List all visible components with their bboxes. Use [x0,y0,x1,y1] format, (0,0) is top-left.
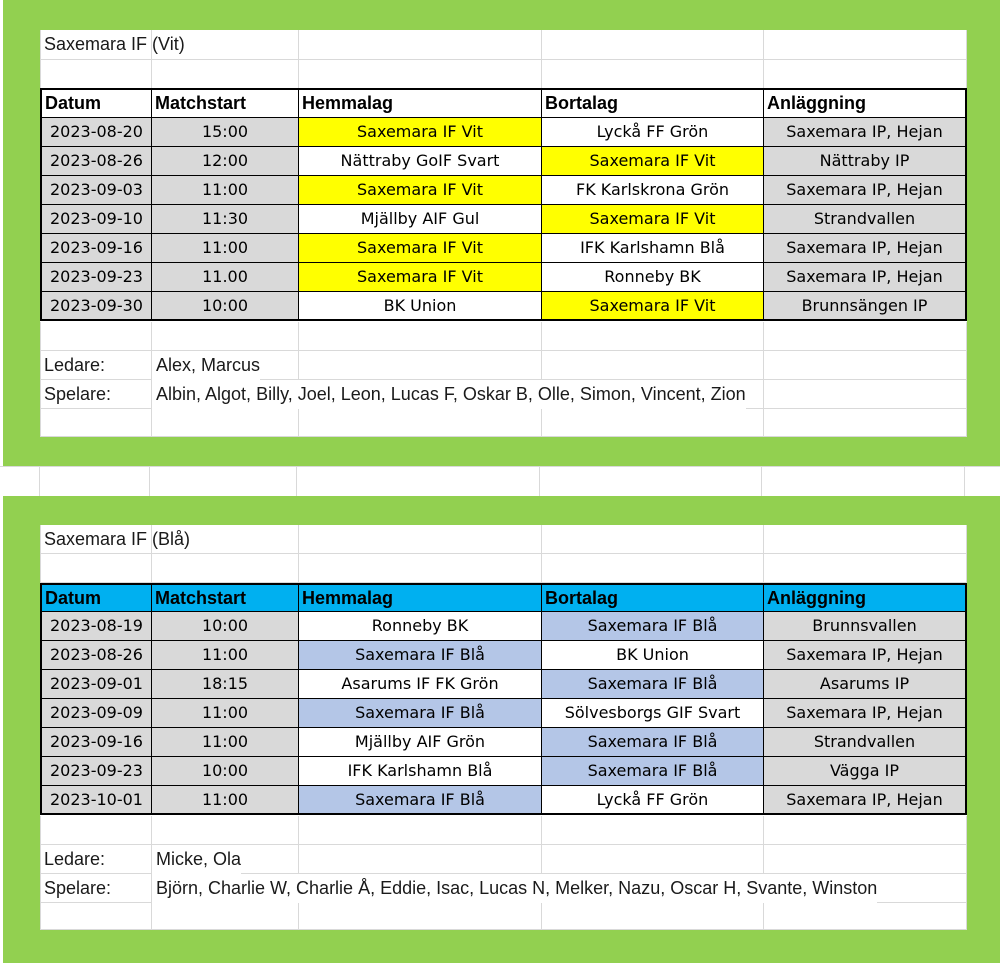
players-row [40,380,967,409]
header-hemmalag[interactable]: Hemmalag [299,583,542,612]
match-date-cell[interactable]: 2023-09-23 [40,757,152,786]
venue-cell[interactable]: Vägga IP [764,757,967,786]
home-team-cell[interactable]: Saxemara IF Vit [299,118,542,147]
home-team-cell[interactable]: Ronneby BK [299,612,542,641]
cell[interactable] [299,845,542,874]
match-time-cell[interactable]: 15:00 [152,118,299,147]
header-hemmalag[interactable]: Hemmalag [299,88,542,118]
table-header [40,88,967,118]
cell[interactable] [542,30,764,60]
match-date-cell[interactable]: 2023-08-26 [40,641,152,670]
table-row [40,670,967,699]
leaders-row [40,351,967,380]
schedule-sheet-vit [40,30,967,437]
title-row [40,30,967,60]
empty-row [40,816,967,845]
cell[interactable] [542,409,764,437]
match-date-cell[interactable]: 2023-09-09 [40,699,152,728]
match-date-cell[interactable]: 2023-09-30 [40,292,152,321]
home-team-cell[interactable]: Saxemara IF Blå [299,641,542,670]
cell[interactable] [152,409,299,437]
match-date-cell[interactable]: 2023-08-19 [40,612,152,641]
cell[interactable] [542,525,764,554]
cell[interactable] [764,30,967,60]
match-date-cell[interactable]: 2023-09-10 [40,205,152,234]
gridline [964,466,965,496]
cell[interactable] [299,322,542,351]
match-time-cell[interactable]: 11.00 [152,263,299,292]
header-anlaggning[interactable]: Anläggning [764,88,967,118]
leaders-value: Alex, Marcus [152,351,260,380]
match-date-cell[interactable]: 2023-09-01 [40,670,152,699]
home-team-cell[interactable]: Saxemara IF Vit [299,234,542,263]
home-team-cell[interactable]: Saxemara IF Blå [299,786,542,815]
cell[interactable] [152,903,299,930]
players-value: Albin, Algot, Billy, Joel, Leon, Lucas F, Oskar B, Olle, Simon, Vincent, Zion [152,380,746,409]
gridline [539,466,540,496]
home-team-cell[interactable]: Saxemara IF Blå [299,699,542,728]
match-time-cell[interactable]: 11:00 [152,728,299,757]
match-date-cell[interactable]: 2023-09-03 [40,176,152,205]
empty-row [40,60,967,89]
cell[interactable] [542,351,764,380]
away-team-cell[interactable]: Ronneby BK [542,263,764,292]
cell[interactable] [542,816,764,845]
cell[interactable] [152,816,299,845]
leaders-label: Ledare: [44,355,106,375]
table-header [40,583,967,612]
cell[interactable] [152,322,299,351]
players-label: Spelare: [44,878,112,898]
gridline [0,466,1000,467]
table-row [40,757,967,786]
away-team-cell[interactable]: IFK Karlshamn Blå [542,234,764,263]
leaders-value: Micke, Ola [152,845,241,874]
match-time-cell[interactable]: 10:00 [152,292,299,321]
cell[interactable] [299,554,542,583]
gridline [761,466,762,496]
empty-row [40,903,967,930]
cell[interactable] [40,60,152,89]
home-team-cell[interactable]: Nättraby GoIF Svart [299,147,542,176]
away-team-cell[interactable]: Saxemara IF Blå [542,728,764,757]
cell[interactable] [764,322,967,351]
venue-cell[interactable]: Saxemara IP, Hejan [764,176,967,205]
empty-row [40,409,967,437]
cell[interactable] [40,409,152,437]
header-datum[interactable]: Datum [40,88,152,118]
away-team-cell[interactable]: Lyckå FF Grön [542,786,764,815]
venue-cell[interactable]: Brunnsängen IP [764,292,967,321]
match-time-cell[interactable]: 10:00 [152,612,299,641]
venue-cell[interactable]: Asarums IP [764,670,967,699]
gridline [149,466,150,496]
table-row [40,118,967,147]
venue-cell[interactable]: Saxemara IP, Hejan [764,234,967,263]
home-team-cell[interactable]: Mjällby AIF Grön [299,728,542,757]
title-row [40,525,967,554]
header-anlaggning[interactable]: Anläggning [764,583,967,612]
cell[interactable] [764,409,967,437]
match-date-cell[interactable]: 2023-10-01 [40,786,152,815]
cell[interactable] [299,60,542,89]
cell[interactable] [152,60,299,89]
away-team-cell[interactable]: Saxemara IF Vit [542,147,764,176]
cell[interactable] [764,380,967,409]
team-panel-vit [3,0,1000,466]
cell[interactable] [764,60,967,89]
cell[interactable] [764,554,967,583]
table-row [40,234,967,263]
venue-cell[interactable]: Saxemara IP, Hejan [764,263,967,292]
cell[interactable] [764,816,967,845]
table-row [40,786,967,815]
table-row [40,147,967,176]
cell[interactable] [40,903,152,930]
cell[interactable] [542,845,764,874]
match-time-cell[interactable]: 11:00 [152,786,299,815]
empty-row [40,322,967,351]
schedule-sheet-bla [40,525,967,930]
leaders-label: Ledare: [44,849,106,869]
match-date-cell[interactable]: 2023-08-20 [40,118,152,147]
cell[interactable] [40,816,152,845]
match-time-cell[interactable]: 11:00 [152,699,299,728]
cell[interactable] [764,351,967,380]
cell[interactable] [40,554,152,583]
team-panel-bla [3,496,1000,963]
match-date-cell[interactable]: 2023-09-23 [40,263,152,292]
cell[interactable] [152,554,299,583]
table-row [40,292,967,321]
header-matchstart[interactable]: Matchstart [152,88,299,118]
match-time-cell[interactable]: 12:00 [152,147,299,176]
home-team-cell[interactable]: BK Union [299,292,542,321]
table-row [40,612,967,641]
spreadsheet-gap [0,466,1000,496]
venue-cell[interactable]: Saxemara IP, Hejan [764,699,967,728]
home-team-cell[interactable]: Asarums IF FK Grön [299,670,542,699]
header-matchstart[interactable]: Matchstart [152,583,299,612]
away-team-cell[interactable]: Saxemara IF Blå [542,757,764,786]
away-team-cell[interactable]: BK Union [542,641,764,670]
players-row [40,874,967,903]
cell[interactable] [299,30,542,60]
away-team-cell[interactable]: Saxemara IF Vit [542,205,764,234]
match-time-cell[interactable]: 11:00 [152,641,299,670]
players-value: Björn, Charlie W, Charlie Å, Eddie, Isac, Lucas N, Melker, Nazu, Oscar H, Svante, Winston [152,874,877,903]
table-row [40,728,967,757]
match-time-cell[interactable]: 11:30 [152,205,299,234]
cell[interactable] [542,322,764,351]
venue-cell[interactable]: Strandvallen [764,728,967,757]
away-team-cell[interactable]: FK Karlskrona Grön [542,176,764,205]
leaders-row [40,845,967,874]
table-row [40,641,967,670]
gridline [39,466,40,496]
venue-cell[interactable]: Saxemara IP, Hejan [764,786,967,815]
venue-cell[interactable]: Strandvallen [764,205,967,234]
gridline [296,466,297,496]
venue-cell[interactable]: Saxemara IP, Hejan [764,118,967,147]
venue-cell[interactable]: Saxemara IP, Hejan [764,641,967,670]
table-row [40,699,967,728]
cell[interactable] [542,554,764,583]
cell[interactable] [40,322,152,351]
away-team-cell[interactable]: Sölvesborgs GIF Svart [542,699,764,728]
match-time-cell[interactable]: 18:15 [152,670,299,699]
empty-row [40,554,967,583]
cell[interactable] [299,903,542,930]
cell[interactable] [764,903,967,930]
home-team-cell[interactable]: Mjällby AIF Gul [299,205,542,234]
cell[interactable] [299,351,542,380]
team-title: Saxemara IF (Blå) [44,529,191,549]
home-team-cell[interactable]: Saxemara IF Vit [299,176,542,205]
header-datum[interactable]: Datum [40,583,152,612]
match-time-cell[interactable]: 11:00 [152,176,299,205]
cell[interactable] [764,845,967,874]
cell[interactable] [542,60,764,89]
venue-cell[interactable]: Brunnsvallen [764,612,967,641]
cell[interactable] [542,903,764,930]
header-bortalag[interactable]: Bortalag [542,583,764,612]
away-team-cell[interactable]: Saxemara IF Blå [542,612,764,641]
away-team-cell[interactable]: Saxemara IF Vit [542,292,764,321]
cell[interactable] [299,816,542,845]
table-row [40,205,967,234]
cell[interactable] [299,525,542,554]
cell[interactable] [299,409,542,437]
away-team-cell[interactable]: Saxemara IF Blå [542,670,764,699]
table-row [40,176,967,205]
team-title: Saxemara IF (Vit) [44,34,185,54]
home-team-cell[interactable]: Saxemara IF Vit [299,263,542,292]
away-team-cell[interactable]: Lyckå FF Grön [542,118,764,147]
header-bortalag[interactable]: Bortalag [542,88,764,118]
match-time-cell[interactable]: 11:00 [152,234,299,263]
home-team-cell[interactable]: IFK Karlshamn Blå [299,757,542,786]
match-date-cell[interactable]: 2023-08-26 [40,147,152,176]
venue-cell[interactable]: Nättraby IP [764,147,967,176]
match-date-cell[interactable]: 2023-09-16 [40,234,152,263]
table-row [40,263,967,292]
match-date-cell[interactable]: 2023-09-16 [40,728,152,757]
cell[interactable] [764,525,967,554]
match-time-cell[interactable]: 10:00 [152,757,299,786]
players-label: Spelare: [44,384,112,404]
